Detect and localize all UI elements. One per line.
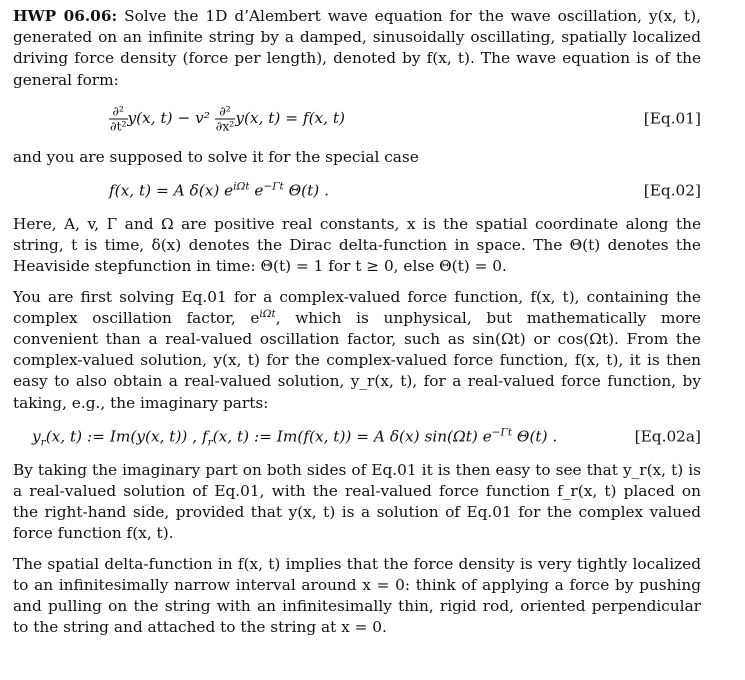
eq02a-tag: [Eq.02a] — [634, 427, 701, 446]
equation-01 — [13, 97, 701, 141]
partial-x-fraction: $\frac{\text{∂²}}{\text{∂x²}}$ — [215, 103, 235, 134]
partial-t-fraction: $\frac{\text{∂²}}{\text{∂t²}}$ — [110, 103, 127, 134]
eq02-tag: [Eq.02] — [643, 181, 701, 200]
eq01-term2: y(x, t) = f(x, t) — [235, 108, 346, 127]
problem-statement — [13, 6, 701, 91]
imaginary-part-paragraph: By taking the imaginary part on both sides of Eq.01 it is then easy to see that y_r(x, t) is a real-valued solution of Eq.01, with the real-valued force function f_r(x, t) placed on the right-hand side, provided that y(x, t) is a solution of Eq.01 for the complex valued force function f(x, t). — [13, 460, 701, 543]
delta-function-paragraph: The spatial delta-function in f(x, t) implies that the force density is very tightly localized to an infinitesimally narrow interval around x = 0: think of applying a force by pushing and pulling on the string with an infinitesimally thin, rigid rod, oriented perpendicular to the string and attached to the string at x = 0. — [13, 554, 701, 637]
problem-intro: Solve the 1D d’Alembert wave equation for the wave oscillation, y(x, t), generated on an infinite string by a damped, sinusoidally oscillating, spatially localized driving force density (force per length), denoted by f(x, t). The wave equation is of the general form: — [13, 7, 701, 89]
definitions-paragraph: Here, A, v, Γ and Ω are positive real constants, x is the spatial coordinate along the string, t is time, δ(x) denotes the Dirac delta-function in space. The Θ(t) denotes the Heaviside stepfunction in time: Θ(t) = 1 for t ≥ 0, else Θ(t) = 0. — [13, 215, 701, 276]
equation-02a — [13, 420, 701, 454]
equation-01-body — [109, 104, 345, 133]
equation-02 — [13, 174, 701, 208]
equation-02-body: f(x, t) = A δ(x) $e^{i\Omega t}$ $e^{-\Gamma t}$ Θ(t) . — [109, 180, 329, 200]
special-case-text: and you are supposed to solve it for the special case — [13, 147, 419, 166]
eq01-tag: [Eq.01] — [643, 109, 701, 128]
eq01-term1: y(x, t) − v² — [127, 108, 210, 127]
problem-label: HWP 06.06: — [13, 7, 118, 25]
complex-solution-paragraph: You are first solving Eq.01 for a complex-valued force function, f(x, t), containing the complex oscillation factor, $e^{i\Omega t}$, which is unphysical, but mathematically more convenient than a real-valued oscillation factor, such as sin(Ωt) or cos(Ωt). From the complex-valued solution, y(x, t) for the complex-valued force function, f(x, t), it is then easy to also obtain a real-valued solution, y_r(x, t), for a real-valued force function, by taking, e.g., the imaginary parts: — [13, 287, 701, 412]
equation-02a-body: $y_r(x$, t) := Im(y(x, t)) , $f_r(x$, t) := Im(f(x, t)) = A δ(x) sin(Ωt) $e^{-\Gamma t}$ Θ(t) . — [32, 426, 558, 449]
